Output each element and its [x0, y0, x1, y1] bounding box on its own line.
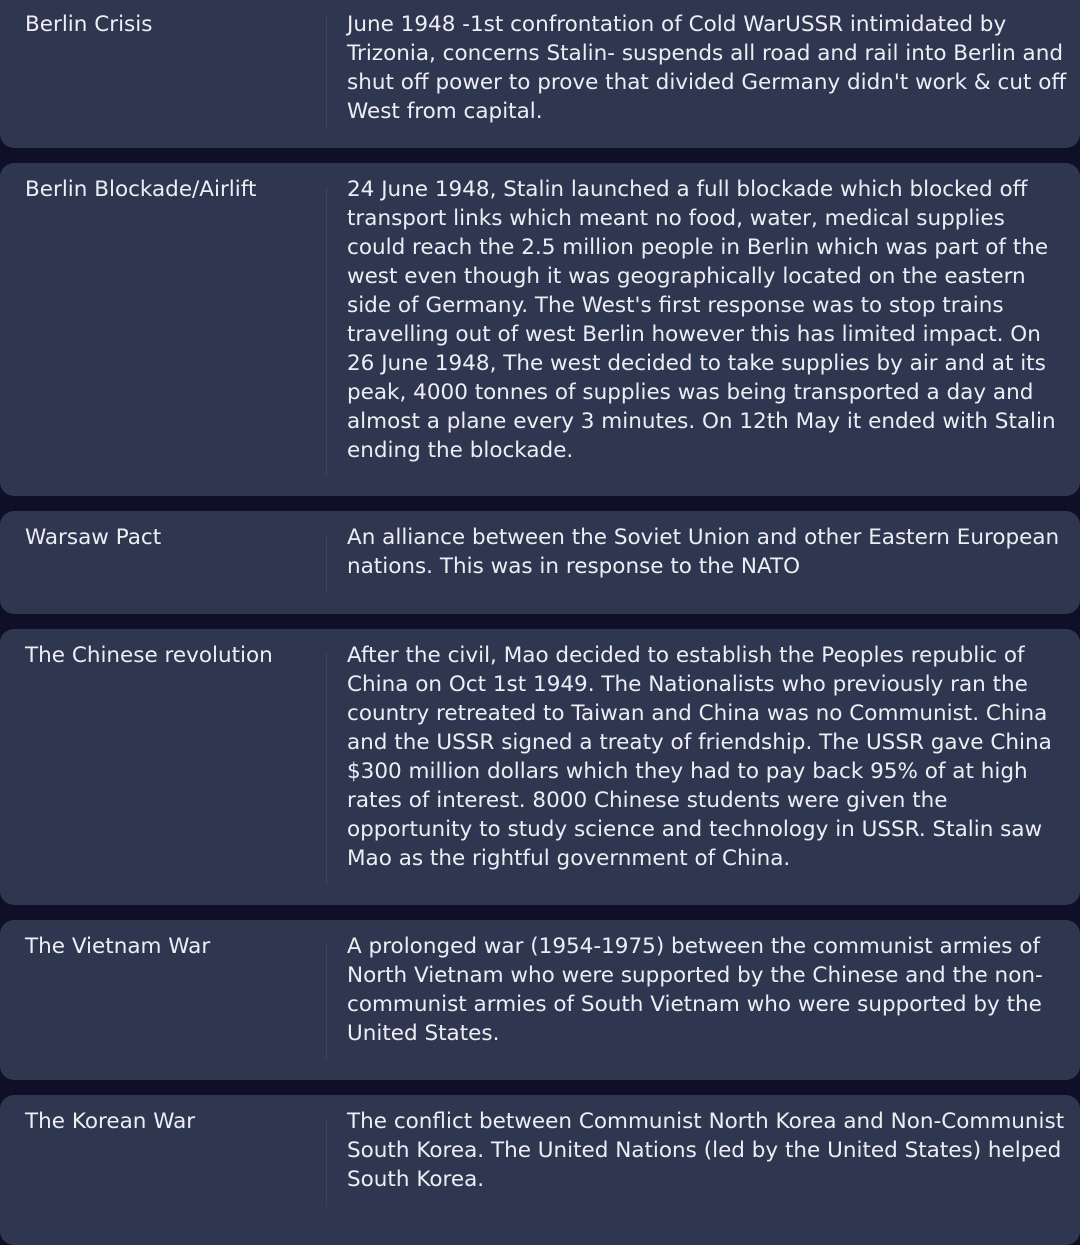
flashcard-vietnam-war[interactable]: [0, 920, 1080, 1080]
divider: [326, 187, 327, 476]
flashcard-berlin-crisis[interactable]: [0, 0, 1080, 148]
divider: [326, 944, 327, 1060]
flashcard-korean-war[interactable]: [0, 1095, 1080, 1245]
divider: [326, 535, 327, 594]
definition: An alliance between the Soviet Union and other Eastern European nations. This was in response to the NATO: [347, 525, 1060, 579]
definition: A prolonged war (1954-1975) between the communist armies of North Vietnam who were supported by the Chinese and the non-communist armies of South Vietnam who were supported by the United States.: [347, 934, 1043, 1046]
term: Warsaw Pact: [25, 525, 162, 550]
definition: June 1948 -1st confrontation of Cold WarUSSR intimidated by Trizonia, concerns Stalin- suspends all road and rail into Berlin and shut off power to prove that divided Germany didn't work & cut off West from capital.: [347, 12, 1067, 124]
divider: [326, 653, 327, 885]
flashcard-warsaw-pact[interactable]: [0, 511, 1080, 614]
term: The Korean War: [25, 1109, 196, 1134]
divider: [326, 1119, 327, 1207]
term: Berlin Blockade/Airlift: [25, 177, 257, 202]
definition: After the civil, Mao decided to establish the Peoples republic of China on Oct 1st 1949. The Nationalists who previously ran the country retreated to Taiwan and China was no Communist. China and the USSR signed a treaty of friendship. The USSR gave China $300 million dollars which they had to pay back 95% of at high rates of interest. 8000 Chinese students were given the opportunity to study science and technology in USSR. Stalin saw Mao as the rightful government of China.: [347, 643, 1052, 871]
flashcard-berlin-blockade[interactable]: [0, 163, 1080, 496]
flashcard-chinese-revolution[interactable]: [0, 629, 1080, 905]
definition: The conflict between Communist North Korea and Non-Communist South Korea. The United Nations (led by the United States) helped South Korea.: [347, 1109, 1065, 1192]
term: The Vietnam War: [25, 934, 211, 959]
divider: [326, 16, 327, 128]
term: Berlin Crisis: [25, 12, 153, 37]
definition: 24 June 1948, Stalin launched a full blockade which blocked off transport links which meant no food, water, medical supplies could reach the 2.5 million people in Berlin which was part of the west even though it was geographically located on the eastern side of Germany. The West's first response was to stop trains travelling out of west Berlin however this has limited impact. On 26 June 1948, The west decided to take supplies by air and at its peak, 4000 tonnes of supplies was being transported a day and almost a plane every 3 minutes. On 12th May it ended with Stalin ending the blockade.: [347, 177, 1056, 463]
term: The Chinese revolution: [25, 643, 273, 668]
